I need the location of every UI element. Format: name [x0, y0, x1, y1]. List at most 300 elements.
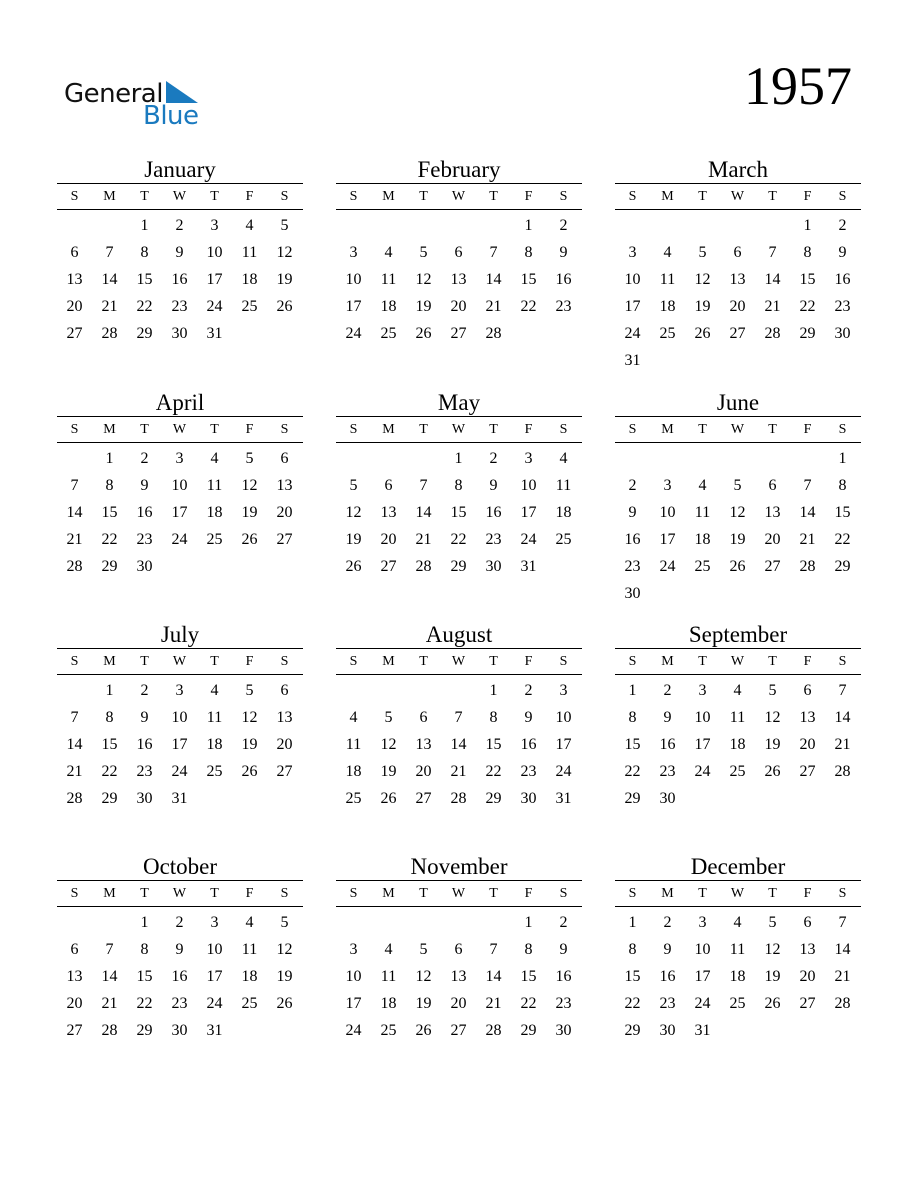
day-cell: 17 — [171, 504, 188, 521]
day-cell: 1 — [628, 914, 637, 931]
day-cell: 24 — [171, 763, 188, 780]
day-cell: 7 — [838, 682, 847, 699]
day-cell: 12 — [764, 709, 781, 726]
weekday-label: S — [559, 189, 568, 204]
day-cell: 16 — [520, 736, 537, 753]
day-cell: 11 — [380, 271, 397, 288]
day-cell: 23 — [171, 298, 188, 315]
weekday-label: T — [140, 654, 149, 669]
empty-cell — [371, 677, 406, 704]
weekday-label: W — [451, 189, 466, 204]
month-name: September — [615, 622, 861, 649]
empty-cell — [476, 909, 511, 936]
day-cell: 15 — [520, 968, 537, 985]
day-cell: 6 — [803, 914, 812, 931]
weekday-label: F — [245, 886, 254, 901]
day-cell: 12 — [241, 709, 258, 726]
day-cell: 10 — [345, 968, 362, 985]
weekday-label: T — [210, 654, 219, 669]
day-cell: 10 — [206, 941, 223, 958]
day-cell: 20 — [276, 504, 293, 521]
day-cell: 7 — [105, 941, 114, 958]
day-cell: 19 — [276, 271, 293, 288]
day-cell: 13 — [66, 968, 83, 985]
month-september — [615, 622, 861, 812]
day-cell: 19 — [694, 298, 711, 315]
weekday-label: M — [103, 886, 116, 901]
day-cell: 28 — [66, 558, 83, 575]
day-cell: 19 — [345, 531, 362, 548]
day-cell: 30 — [485, 558, 502, 575]
day-cell: 25 — [380, 1022, 397, 1039]
day-cell: 30 — [171, 325, 188, 342]
day-cell: 5 — [245, 682, 254, 699]
day-cell: 21 — [764, 298, 781, 315]
empty-cell — [57, 909, 92, 936]
day-cell: 23 — [834, 298, 851, 315]
day-cell: 28 — [101, 325, 118, 342]
day-cell: 27 — [450, 325, 467, 342]
logo-text-blue: Blue — [143, 101, 199, 131]
day-cell: 11 — [206, 477, 223, 494]
day-cell: 28 — [101, 1022, 118, 1039]
weekday-label: W — [172, 654, 187, 669]
day-cell: 24 — [206, 298, 223, 315]
day-grid — [336, 443, 582, 580]
weekday-header — [615, 881, 861, 907]
day-cell: 18 — [659, 298, 676, 315]
weekday-label: T — [698, 886, 707, 901]
day-grid — [57, 443, 303, 580]
day-cell: 27 — [450, 1022, 467, 1039]
day-cell: 5 — [349, 477, 358, 494]
day-cell: 30 — [520, 790, 537, 807]
empty-cell — [92, 212, 127, 239]
day-cell: 12 — [345, 504, 362, 521]
day-cell: 9 — [524, 709, 533, 726]
day-cell: 8 — [524, 244, 533, 261]
weekday-label: F — [245, 654, 254, 669]
day-cell: 5 — [768, 682, 777, 699]
weekday-label: S — [628, 886, 637, 901]
day-cell: 1 — [524, 217, 533, 234]
day-cell: 27 — [276, 531, 293, 548]
month-name: April — [57, 390, 303, 417]
month-name: May — [336, 390, 582, 417]
day-cell: 3 — [628, 244, 637, 261]
day-cell: 24 — [345, 1022, 362, 1039]
day-cell: 12 — [415, 271, 432, 288]
weekday-label: F — [803, 422, 812, 437]
day-cell: 25 — [241, 298, 258, 315]
day-cell: 2 — [628, 477, 637, 494]
weekday-label: S — [838, 189, 847, 204]
day-cell: 27 — [276, 763, 293, 780]
weekday-header — [615, 417, 861, 443]
weekday-label: S — [628, 189, 637, 204]
day-cell: 26 — [694, 325, 711, 342]
day-grid — [57, 210, 303, 347]
day-grid — [615, 907, 861, 1044]
day-grid — [336, 675, 582, 812]
weekday-label: S — [280, 886, 289, 901]
day-cell: 15 — [624, 968, 641, 985]
day-cell: 26 — [764, 763, 781, 780]
day-cell: 22 — [136, 995, 153, 1012]
day-cell: 22 — [136, 298, 153, 315]
empty-cell — [476, 212, 511, 239]
day-cell: 5 — [698, 244, 707, 261]
day-cell: 17 — [345, 298, 362, 315]
day-cell: 29 — [450, 558, 467, 575]
day-cell: 27 — [380, 558, 397, 575]
day-cell: 4 — [733, 914, 742, 931]
day-cell: 2 — [559, 217, 568, 234]
day-cell: 18 — [729, 968, 746, 985]
day-cell: 11 — [345, 736, 362, 753]
day-cell: 8 — [105, 477, 114, 494]
day-cell: 19 — [241, 504, 258, 521]
day-cell: 20 — [380, 531, 397, 548]
day-cell: 6 — [454, 244, 463, 261]
weekday-label: F — [245, 422, 254, 437]
day-cell: 8 — [140, 941, 149, 958]
day-cell: 17 — [659, 531, 676, 548]
day-cell: 29 — [799, 325, 816, 342]
day-cell: 15 — [799, 271, 816, 288]
day-cell: 17 — [206, 271, 223, 288]
day-cell: 25 — [206, 763, 223, 780]
day-cell: 13 — [276, 477, 293, 494]
weekday-label: T — [489, 886, 498, 901]
day-cell: 31 — [206, 1022, 223, 1039]
weekday-label: T — [419, 654, 428, 669]
day-cell: 4 — [384, 941, 393, 958]
day-cell: 12 — [694, 271, 711, 288]
weekday-label: S — [628, 654, 637, 669]
day-cell: 28 — [834, 763, 851, 780]
day-cell: 21 — [66, 763, 83, 780]
day-cell: 4 — [559, 450, 568, 467]
day-cell: 24 — [694, 995, 711, 1012]
day-cell: 26 — [415, 325, 432, 342]
day-cell: 13 — [415, 736, 432, 753]
day-cell: 4 — [210, 450, 219, 467]
empty-cell — [336, 909, 371, 936]
day-cell: 23 — [555, 995, 572, 1012]
day-cell: 2 — [524, 682, 533, 699]
day-cell: 16 — [659, 968, 676, 985]
day-cell: 14 — [450, 736, 467, 753]
weekday-label: M — [382, 189, 395, 204]
empty-cell — [790, 445, 825, 472]
day-cell: 4 — [733, 682, 742, 699]
day-grid — [615, 210, 861, 374]
day-cell: 6 — [70, 941, 79, 958]
weekday-label: M — [382, 886, 395, 901]
day-cell: 2 — [175, 217, 184, 234]
weekday-label: T — [768, 422, 777, 437]
day-cell: 9 — [628, 504, 637, 521]
weekday-label: M — [103, 654, 116, 669]
empty-cell — [336, 677, 371, 704]
day-cell: 28 — [66, 790, 83, 807]
empty-cell — [441, 909, 476, 936]
day-cell: 4 — [210, 682, 219, 699]
day-cell: 25 — [241, 995, 258, 1012]
day-cell: 18 — [241, 271, 258, 288]
day-cell: 18 — [729, 736, 746, 753]
day-cell: 28 — [834, 995, 851, 1012]
day-cell: 20 — [276, 736, 293, 753]
day-cell: 25 — [555, 531, 572, 548]
day-grid — [336, 907, 582, 1044]
weekday-label: S — [559, 654, 568, 669]
day-cell: 13 — [764, 504, 781, 521]
day-cell: 1 — [838, 450, 847, 467]
day-cell: 9 — [489, 477, 498, 494]
day-cell: 3 — [524, 450, 533, 467]
day-cell: 11 — [729, 709, 746, 726]
day-cell: 18 — [241, 968, 258, 985]
day-cell: 23 — [659, 763, 676, 780]
day-cell: 31 — [624, 352, 641, 369]
day-cell: 14 — [66, 504, 83, 521]
day-cell: 25 — [206, 531, 223, 548]
day-cell: 15 — [834, 504, 851, 521]
day-cell: 18 — [380, 298, 397, 315]
day-cell: 29 — [136, 325, 153, 342]
day-cell: 23 — [171, 995, 188, 1012]
day-cell: 13 — [729, 271, 746, 288]
day-cell: 3 — [559, 682, 568, 699]
day-cell: 14 — [66, 736, 83, 753]
day-cell: 11 — [206, 709, 223, 726]
weekday-label: S — [349, 422, 358, 437]
day-cell: 23 — [555, 298, 572, 315]
weekday-label: S — [559, 422, 568, 437]
day-cell: 17 — [694, 736, 711, 753]
day-cell: 26 — [241, 763, 258, 780]
day-cell: 16 — [136, 736, 153, 753]
weekday-label: T — [140, 886, 149, 901]
day-cell: 29 — [624, 790, 641, 807]
month-june — [615, 390, 861, 607]
day-cell: 27 — [764, 558, 781, 575]
day-cell: 21 — [799, 531, 816, 548]
day-cell: 19 — [276, 968, 293, 985]
day-cell: 4 — [698, 477, 707, 494]
day-cell: 20 — [764, 531, 781, 548]
day-cell: 21 — [450, 763, 467, 780]
day-cell: 14 — [101, 271, 118, 288]
weekday-label: M — [103, 422, 116, 437]
weekday-header — [57, 417, 303, 443]
weekday-header — [615, 184, 861, 210]
day-cell: 7 — [489, 244, 498, 261]
weekday-label: S — [280, 422, 289, 437]
weekday-label: W — [172, 422, 187, 437]
day-cell: 20 — [799, 736, 816, 753]
day-cell: 18 — [380, 995, 397, 1012]
day-cell: 15 — [136, 968, 153, 985]
day-cell: 18 — [206, 504, 223, 521]
month-name: February — [336, 157, 582, 184]
month-april — [57, 390, 303, 580]
empty-cell — [615, 212, 650, 239]
day-cell: 23 — [136, 763, 153, 780]
weekday-label: T — [698, 422, 707, 437]
day-cell: 5 — [245, 450, 254, 467]
empty-cell — [371, 909, 406, 936]
day-cell: 7 — [454, 709, 463, 726]
day-cell: 24 — [520, 531, 537, 548]
day-cell: 14 — [415, 504, 432, 521]
day-cell: 12 — [380, 736, 397, 753]
day-cell: 15 — [101, 736, 118, 753]
day-cell: 1 — [105, 450, 114, 467]
day-cell: 16 — [624, 531, 641, 548]
day-cell: 17 — [171, 736, 188, 753]
day-cell: 10 — [520, 477, 537, 494]
day-cell: 16 — [171, 968, 188, 985]
day-cell: 17 — [555, 736, 572, 753]
day-cell: 25 — [729, 763, 746, 780]
weekday-label: S — [70, 886, 79, 901]
day-cell: 30 — [171, 1022, 188, 1039]
empty-cell — [92, 909, 127, 936]
month-july — [57, 622, 303, 812]
weekday-label: T — [210, 886, 219, 901]
day-cell: 27 — [729, 325, 746, 342]
general-blue-logo — [64, 76, 214, 136]
weekday-header — [336, 881, 582, 907]
weekday-header — [57, 649, 303, 675]
day-cell: 13 — [380, 504, 397, 521]
day-cell: 9 — [559, 941, 568, 958]
day-cell: 21 — [485, 995, 502, 1012]
day-cell: 27 — [66, 1022, 83, 1039]
day-cell: 24 — [171, 531, 188, 548]
day-cell: 26 — [345, 558, 362, 575]
day-cell: 20 — [450, 995, 467, 1012]
day-cell: 4 — [245, 217, 254, 234]
weekday-label: T — [210, 422, 219, 437]
weekday-label: S — [559, 886, 568, 901]
day-cell: 2 — [140, 450, 149, 467]
day-cell: 21 — [66, 531, 83, 548]
day-cell: 3 — [349, 941, 358, 958]
empty-cell — [720, 445, 755, 472]
month-january — [57, 157, 303, 347]
empty-cell — [650, 445, 685, 472]
day-grid — [615, 443, 861, 607]
day-cell: 17 — [694, 968, 711, 985]
weekday-label: M — [661, 189, 674, 204]
day-cell: 12 — [241, 477, 258, 494]
day-cell: 9 — [140, 709, 149, 726]
day-cell: 15 — [136, 271, 153, 288]
day-cell: 30 — [659, 790, 676, 807]
day-cell: 2 — [663, 682, 672, 699]
day-cell: 23 — [485, 531, 502, 548]
day-cell: 10 — [206, 244, 223, 261]
weekday-header — [57, 881, 303, 907]
day-cell: 20 — [66, 298, 83, 315]
day-cell: 14 — [834, 941, 851, 958]
month-name: June — [615, 390, 861, 417]
day-cell: 13 — [450, 271, 467, 288]
empty-cell — [755, 445, 790, 472]
day-cell: 11 — [729, 941, 746, 958]
empty-cell — [685, 445, 720, 472]
day-cell: 10 — [624, 271, 641, 288]
day-cell: 18 — [694, 531, 711, 548]
day-cell: 11 — [694, 504, 711, 521]
day-cell: 29 — [520, 1022, 537, 1039]
day-cell: 30 — [555, 1022, 572, 1039]
day-cell: 5 — [280, 914, 289, 931]
weekday-header — [336, 417, 582, 443]
day-cell: 26 — [241, 531, 258, 548]
logo-text-general: General — [64, 79, 163, 109]
weekday-label: S — [838, 886, 847, 901]
weekday-label: W — [730, 654, 745, 669]
day-cell: 29 — [136, 1022, 153, 1039]
weekday-label: W — [451, 422, 466, 437]
weekday-label: S — [628, 422, 637, 437]
day-cell: 28 — [764, 325, 781, 342]
weekday-label: S — [280, 654, 289, 669]
day-cell: 26 — [276, 995, 293, 1012]
day-cell: 28 — [485, 1022, 502, 1039]
weekday-label: T — [768, 886, 777, 901]
weekday-label: F — [245, 189, 254, 204]
month-name: December — [615, 854, 861, 881]
day-cell: 8 — [838, 477, 847, 494]
day-cell: 30 — [136, 558, 153, 575]
day-cell: 20 — [415, 763, 432, 780]
day-cell: 20 — [66, 995, 83, 1012]
day-cell: 2 — [663, 914, 672, 931]
day-grid — [57, 907, 303, 1044]
day-cell: 1 — [524, 914, 533, 931]
day-cell: 5 — [280, 217, 289, 234]
day-cell: 22 — [101, 531, 118, 548]
day-cell: 21 — [485, 298, 502, 315]
weekday-label: T — [698, 189, 707, 204]
weekday-label: M — [661, 422, 674, 437]
weekday-label: F — [803, 886, 812, 901]
day-cell: 30 — [136, 790, 153, 807]
day-cell: 6 — [419, 709, 428, 726]
empty-cell — [650, 212, 685, 239]
day-cell: 10 — [555, 709, 572, 726]
day-cell: 1 — [628, 682, 637, 699]
weekday-label: S — [349, 654, 358, 669]
day-cell: 8 — [524, 941, 533, 958]
day-cell: 1 — [140, 217, 149, 234]
day-cell: 14 — [799, 504, 816, 521]
weekday-label: F — [524, 886, 533, 901]
day-cell: 6 — [768, 477, 777, 494]
weekday-label: M — [661, 654, 674, 669]
day-cell: 7 — [803, 477, 812, 494]
weekday-label: W — [730, 422, 745, 437]
weekday-label: T — [419, 886, 428, 901]
weekday-label: T — [210, 189, 219, 204]
day-cell: 8 — [454, 477, 463, 494]
